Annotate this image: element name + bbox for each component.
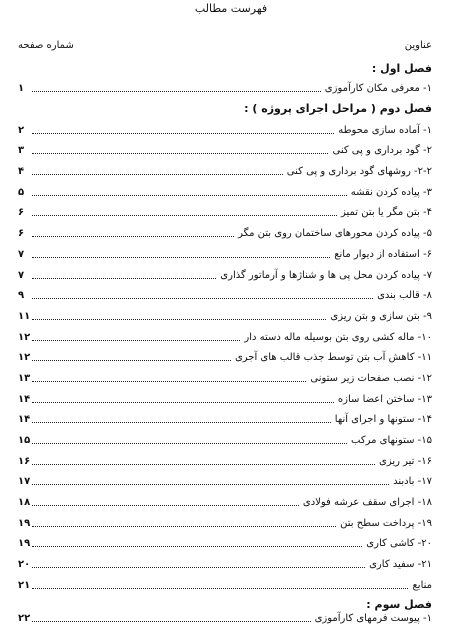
- toc-entry: [18, 447, 432, 468]
- toc-entry: [18, 178, 432, 199]
- dot-leader: [32, 91, 321, 92]
- toc-entry: [18, 261, 432, 282]
- dot-leader: [32, 464, 375, 465]
- toc-entry-page: ۱۷: [18, 476, 31, 488]
- toc-entry-page: ۱۶: [18, 455, 31, 467]
- dot-leader: [32, 360, 231, 361]
- dot-leader: [32, 153, 328, 154]
- toc-entry-title: ۴- بتن مگر یا بتن تمیز: [340, 207, 432, 219]
- dot-leader: [32, 319, 326, 320]
- header-titles: عناوین: [404, 40, 432, 51]
- document-title: فهرست مطالب: [194, 2, 268, 15]
- toc-entry-page: ۱۲: [18, 352, 31, 364]
- toc-entry-title: ۱- معرفی مکان کارآموزی: [324, 82, 432, 94]
- header-page-number: شماره صفحه: [18, 40, 74, 51]
- toc-entry: [18, 385, 432, 406]
- dot-leader: [32, 215, 337, 216]
- dot-leader: [32, 588, 408, 589]
- dot-leader: [32, 298, 373, 299]
- dot-leader: [32, 381, 306, 382]
- chapter-1-list: [18, 74, 432, 95]
- toc-entry-title: ۱۳- ساختن اعضا سازه: [337, 393, 432, 405]
- toc-entry-page: ۱۸: [18, 497, 31, 509]
- toc-entry-page: ۱۱: [18, 310, 31, 322]
- toc-entry-page: ۱۳: [18, 372, 31, 384]
- toc-entry-title: ۱۲- نصب صفحات زیر ستونی: [310, 372, 432, 384]
- chapter-2-heading: فصل دوم ( مراحل اجرای پروژه ) :: [244, 102, 432, 115]
- dot-leader: [32, 133, 334, 134]
- toc-entry: [18, 157, 432, 178]
- toc-entry: [18, 530, 432, 551]
- toc-entry-page: ۴: [18, 166, 25, 178]
- toc-entry-page: ۹: [18, 290, 25, 302]
- toc-entry-page: ۳: [18, 145, 25, 157]
- toc-entry-title: ۱۷- بادبند: [393, 476, 432, 488]
- toc-entry-title: ۶- استفاده از دیوار مانع: [334, 248, 432, 260]
- toc-entry-page: ۱۴: [18, 393, 31, 405]
- toc-entry: [18, 137, 432, 158]
- toc-entry: [18, 406, 432, 427]
- toc-entry: [18, 571, 432, 592]
- toc-entry-page: ۱۵: [18, 435, 31, 446]
- dot-leader: [32, 621, 310, 622]
- toc-entry-title: منابع: [412, 579, 432, 591]
- toc-entry-page: ۷: [18, 269, 25, 281]
- toc-entry-page: ۲۲: [18, 612, 31, 624]
- dot-leader: [32, 195, 347, 196]
- toc-entry-page: ۱: [18, 82, 25, 94]
- toc-entry-title: ۷- پیاده کردن محل پی ها و شناژها و آرماتور گذاری: [220, 269, 432, 281]
- toc-header: [18, 40, 432, 54]
- toc-entry: [18, 604, 432, 625]
- dot-leader: [32, 257, 330, 258]
- chapter-1-heading: فصل اول :: [371, 62, 432, 75]
- toc-entry-title: ۱۸- اجرای سقف عرشه فولادی: [302, 497, 432, 509]
- toc-entry: [18, 426, 432, 447]
- toc-entry-page: ۵: [18, 186, 25, 198]
- dot-leader: [32, 278, 216, 279]
- toc-entry-page: ۱۲: [18, 331, 31, 343]
- toc-entry-title: ۱۱- کاهش آب بتن توسط جذب قالب های آجری: [234, 352, 432, 364]
- dot-leader: [32, 546, 362, 547]
- toc-entry: [18, 323, 432, 344]
- dot-leader: [32, 567, 365, 568]
- chapter-2-list: [18, 116, 432, 592]
- toc-entry-title: ۱۹- پرداخت سطح بتن: [340, 517, 432, 529]
- dot-leader: [32, 443, 347, 444]
- toc-entry-title: ۲-۲- روشهای گود برداری و پی کنی: [286, 166, 432, 178]
- toc-entry-title: ۱۰- ماله کشی روی بتن بوسیله ماله دسته دار: [244, 331, 432, 343]
- toc-entry: [18, 240, 432, 261]
- toc-entry-title: ۳- پیاده کردن نقشه: [350, 186, 432, 198]
- toc-entry-title: ۱۶- تیر ریزی: [379, 455, 432, 467]
- toc-entry-title: ۱۵- ستونهای مرکب: [351, 435, 432, 446]
- toc-entry-page: ۱۹: [18, 517, 31, 529]
- toc-entry: [18, 550, 432, 571]
- toc-entry: [18, 509, 432, 530]
- toc-entry: [18, 282, 432, 303]
- toc-entry-page: ۲۰: [18, 559, 31, 571]
- toc-entry-page: ۷: [18, 248, 25, 260]
- toc-entry: [18, 364, 432, 385]
- dot-leader: [32, 402, 334, 403]
- dot-leader: [32, 340, 240, 341]
- chapter-3-list: [18, 604, 432, 625]
- toc-entry-title: ۲۱- سفید کاری: [369, 559, 432, 571]
- toc-entry-page: ۶: [18, 228, 25, 240]
- dot-leader: [32, 422, 331, 423]
- toc-entry: [18, 199, 432, 220]
- dot-leader: [32, 505, 299, 506]
- toc-entry-title: ۸- قالب بندی: [377, 290, 432, 302]
- toc-entry: [18, 488, 432, 509]
- dot-leader: [32, 174, 283, 175]
- toc-entry: [18, 344, 432, 365]
- toc-entry-title: ۵- پیاده کردن محورهای ساختمان روی بتن مگر: [238, 228, 432, 240]
- toc-entry: [18, 302, 432, 323]
- toc-entry-title: ۹- بتن سازی و بتن ریزی: [330, 310, 432, 322]
- dot-leader: [32, 526, 336, 527]
- toc-entry-title: ۲- گود برداری و پی کنی: [332, 145, 432, 157]
- dot-leader: [32, 236, 234, 237]
- toc-entry-page: ۱۴: [18, 414, 31, 426]
- toc-entry-title: ۱- آماده سازی محوطه: [338, 124, 432, 136]
- toc-entry-page: ۲: [18, 124, 25, 136]
- chapter-3-heading: فصل سوم :: [366, 598, 432, 611]
- toc-entry: [18, 219, 432, 240]
- toc-entry-title: ۱۴- ستونها و اجرای آنها: [334, 414, 432, 426]
- toc-entry-title: ۱- پیوست فرمهای کارآموزی: [314, 612, 432, 624]
- dot-leader: [32, 484, 389, 485]
- toc-entry-page: ۶: [18, 207, 25, 219]
- toc-entry: [18, 116, 432, 137]
- toc-entry: [18, 74, 432, 95]
- toc-entry-page: ۲۱: [18, 579, 31, 591]
- toc-entry-title: ۲۰- کاشی کاری: [366, 538, 432, 550]
- toc-entry-page: ۱۹: [18, 538, 31, 550]
- toc-entry: [18, 468, 432, 489]
